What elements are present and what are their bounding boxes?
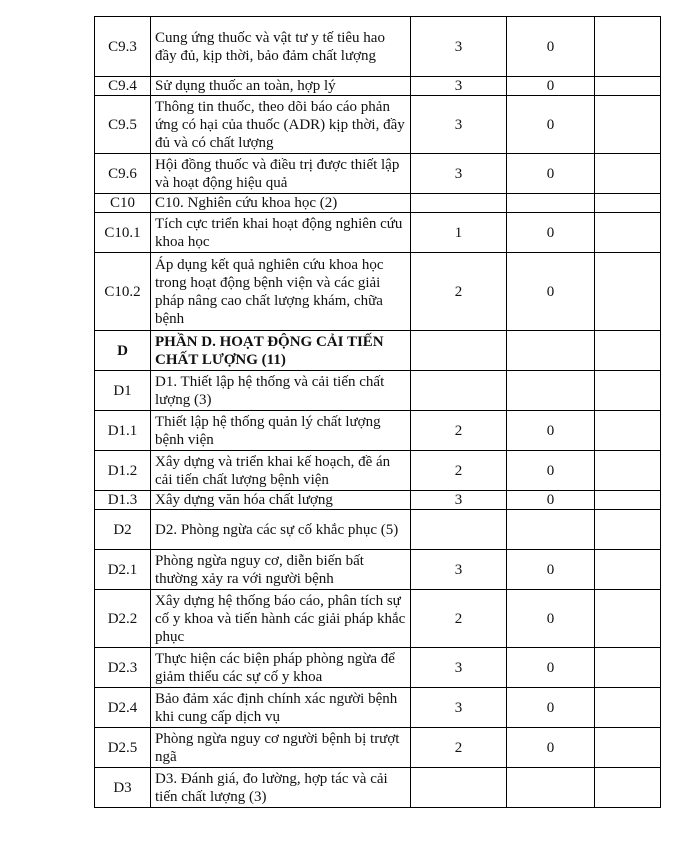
note-cell bbox=[595, 154, 661, 194]
max-score: 2 bbox=[411, 590, 507, 648]
achieved-score: 0 bbox=[507, 154, 595, 194]
table-row bbox=[95, 510, 661, 550]
table-row bbox=[95, 213, 661, 253]
table-row bbox=[95, 728, 661, 768]
note-cell bbox=[595, 213, 661, 253]
criterion-code: D3 bbox=[95, 768, 151, 808]
criterion-code: C9.4 bbox=[95, 77, 151, 96]
table-row bbox=[95, 77, 661, 96]
note-cell bbox=[595, 768, 661, 808]
criterion-content: Xây dựng và triển khai kế hoạch, đề án cải tiến chất lượng bệnh viện bbox=[151, 451, 411, 491]
criterion-code: C9.5 bbox=[95, 96, 151, 154]
section-code: D bbox=[95, 331, 151, 371]
max-score: 3 bbox=[411, 491, 507, 510]
note-cell bbox=[595, 491, 661, 510]
achieved-score bbox=[507, 371, 595, 411]
note-cell bbox=[595, 331, 661, 371]
note-cell bbox=[595, 728, 661, 768]
criterion-content: Sử dụng thuốc an toàn, hợp lý bbox=[151, 77, 411, 96]
criterion-content: Bảo đảm xác định chính xác người bệnh khi cung cấp dịch vụ bbox=[151, 688, 411, 728]
note-cell bbox=[595, 411, 661, 451]
achieved-score bbox=[507, 194, 595, 213]
max-score: 2 bbox=[411, 411, 507, 451]
table-row bbox=[95, 253, 661, 331]
criterion-code: D2.1 bbox=[95, 550, 151, 590]
criterion-content: Thiết lập hệ thống quản lý chất lượng bệnh viện bbox=[151, 411, 411, 451]
criteria-table bbox=[94, 16, 661, 808]
max-score: 3 bbox=[411, 648, 507, 688]
max-score: 3 bbox=[411, 550, 507, 590]
criterion-content: D3. Đánh giá, đo lường, hợp tác và cải tiến chất lượng (3) bbox=[151, 768, 411, 808]
max-score: 1 bbox=[411, 213, 507, 253]
achieved-score: 0 bbox=[507, 77, 595, 96]
criterion-content: Phòng ngừa nguy cơ, diễn biến bất thường xảy ra với người bệnh bbox=[151, 550, 411, 590]
criterion-code: D2.3 bbox=[95, 648, 151, 688]
criterion-code: C9.3 bbox=[95, 17, 151, 77]
max-score: 3 bbox=[411, 154, 507, 194]
criterion-code: C9.6 bbox=[95, 154, 151, 194]
achieved-score: 0 bbox=[507, 728, 595, 768]
table-row bbox=[95, 194, 661, 213]
criterion-code: D1.2 bbox=[95, 451, 151, 491]
max-score bbox=[411, 194, 507, 213]
table-row bbox=[95, 451, 661, 491]
achieved-score: 0 bbox=[507, 253, 595, 331]
achieved-score bbox=[507, 768, 595, 808]
criterion-content: Thông tin thuốc, theo dõi báo cáo phản ứng có hại của thuốc (ADR) kịp thời, đầy đủ và có chất lượng bbox=[151, 96, 411, 154]
criterion-content: Hội đồng thuốc và điều trị được thiết lập và hoạt động hiệu quả bbox=[151, 154, 411, 194]
criterion-content: Phòng ngừa nguy cơ người bệnh bị trượt ngã bbox=[151, 728, 411, 768]
achieved-score: 0 bbox=[507, 491, 595, 510]
note-cell bbox=[595, 17, 661, 77]
criterion-content: Áp dụng kết quả nghiên cứu khoa học trong hoạt động bệnh viện và các giải pháp nâng cao chất lượng khám, chữa bệnh bbox=[151, 253, 411, 331]
note-cell bbox=[595, 253, 661, 331]
table-row bbox=[95, 96, 661, 154]
table-row bbox=[95, 371, 661, 411]
criterion-content: D1. Thiết lập hệ thống và cải tiến chất lượng (3) bbox=[151, 371, 411, 411]
note-cell bbox=[595, 451, 661, 491]
achieved-score bbox=[507, 331, 595, 371]
note-cell bbox=[595, 510, 661, 550]
table-row bbox=[95, 768, 661, 808]
max-score: 3 bbox=[411, 77, 507, 96]
max-score: 2 bbox=[411, 253, 507, 331]
max-score: 3 bbox=[411, 688, 507, 728]
criterion-content: Tích cực triển khai hoạt động nghiên cứu khoa học bbox=[151, 213, 411, 253]
max-score: 3 bbox=[411, 17, 507, 77]
criteria-table-body bbox=[95, 17, 661, 808]
max-score bbox=[411, 331, 507, 371]
table-row bbox=[95, 411, 661, 451]
achieved-score: 0 bbox=[507, 550, 595, 590]
section-title: PHẦN D. HOẠT ĐỘNG CẢI TIẾN CHẤT LƯỢNG (11) bbox=[151, 331, 411, 371]
criterion-code: D2.2 bbox=[95, 590, 151, 648]
achieved-score: 0 bbox=[507, 688, 595, 728]
criterion-code: D2.4 bbox=[95, 688, 151, 728]
note-cell bbox=[595, 550, 661, 590]
criterion-content: Cung ứng thuốc và vật tư y tế tiêu hao đầy đủ, kịp thời, bảo đảm chất lượng bbox=[151, 17, 411, 77]
note-cell bbox=[595, 648, 661, 688]
criterion-code: D1.3 bbox=[95, 491, 151, 510]
table-row bbox=[95, 688, 661, 728]
note-cell bbox=[595, 77, 661, 96]
achieved-score: 0 bbox=[507, 17, 595, 77]
achieved-score: 0 bbox=[507, 96, 595, 154]
section-row bbox=[95, 331, 661, 371]
criterion-code: C10.1 bbox=[95, 213, 151, 253]
note-cell bbox=[595, 96, 661, 154]
max-score bbox=[411, 510, 507, 550]
note-cell bbox=[595, 194, 661, 213]
achieved-score bbox=[507, 510, 595, 550]
criterion-code: C10.2 bbox=[95, 253, 151, 331]
table-row bbox=[95, 550, 661, 590]
criterion-content: C10. Nghiên cứu khoa học (2) bbox=[151, 194, 411, 213]
criterion-code: D1 bbox=[95, 371, 151, 411]
achieved-score: 0 bbox=[507, 451, 595, 491]
table-row bbox=[95, 648, 661, 688]
criterion-code: C10 bbox=[95, 194, 151, 213]
note-cell bbox=[595, 688, 661, 728]
note-cell bbox=[595, 371, 661, 411]
table-row bbox=[95, 17, 661, 77]
criterion-content: D2. Phòng ngừa các sự cố khắc phục (5) bbox=[151, 510, 411, 550]
criterion-code: D2.5 bbox=[95, 728, 151, 768]
achieved-score: 0 bbox=[507, 648, 595, 688]
achieved-score: 0 bbox=[507, 590, 595, 648]
criterion-code: D1.1 bbox=[95, 411, 151, 451]
max-score bbox=[411, 371, 507, 411]
table-row bbox=[95, 154, 661, 194]
max-score: 3 bbox=[411, 96, 507, 154]
table-row bbox=[95, 590, 661, 648]
max-score: 2 bbox=[411, 451, 507, 491]
table-row bbox=[95, 491, 661, 510]
criterion-content: Thực hiện các biện pháp phòng ngừa để giảm thiểu các sự cố y khoa bbox=[151, 648, 411, 688]
note-cell bbox=[595, 590, 661, 648]
achieved-score: 0 bbox=[507, 411, 595, 451]
criterion-code: D2 bbox=[95, 510, 151, 550]
criterion-content: Xây dựng văn hóa chất lượng bbox=[151, 491, 411, 510]
max-score: 2 bbox=[411, 728, 507, 768]
criterion-content: Xây dựng hệ thống báo cáo, phân tích sự cố y khoa và tiến hành các giải pháp khắc phục bbox=[151, 590, 411, 648]
max-score bbox=[411, 768, 507, 808]
achieved-score: 0 bbox=[507, 213, 595, 253]
